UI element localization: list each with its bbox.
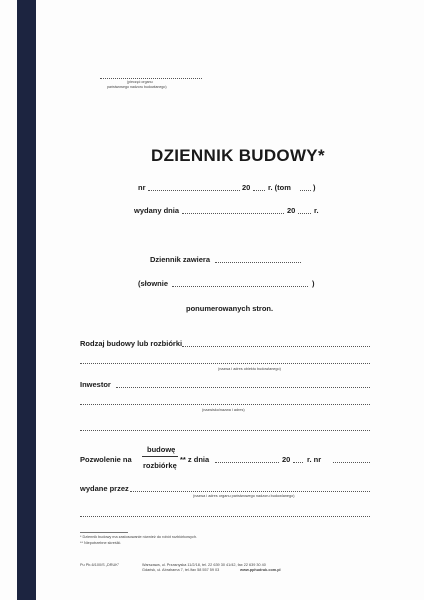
stamp-line — [100, 78, 202, 79]
contains-label: Dziennik zawiera — [150, 255, 211, 264]
issued-year-prefix: 20 — [287, 206, 296, 215]
page-title: DZIENNIK BUDOWY* — [151, 146, 325, 165]
words-open: (słownie — [138, 279, 169, 288]
issued-by-label: wydane przez — [80, 484, 129, 493]
footnote-2: ** Niepotrzebne skreślić. — [80, 541, 122, 545]
footnote-1: * Dziennik budowy ma zastosowanie również do robót rozbiórkowych. — [80, 535, 198, 539]
permit-year-field[interactable] — [293, 462, 303, 463]
nr-label: nr — [138, 183, 146, 192]
pages-count-field[interactable] — [215, 262, 301, 263]
binding-spine — [17, 0, 36, 600]
investor-label: Inwestor — [80, 380, 111, 389]
words-close: ) — [312, 279, 315, 288]
investor-caption: (nazwisko/nazwa i adres) — [202, 408, 245, 412]
permit-year-suffix: r. nr — [307, 455, 322, 464]
permit-date-label: ** z dnia — [180, 455, 210, 464]
publisher-line-2: Gdańsk, ul. Abrahama 7, tel./fax 58 557 59 03 — [142, 568, 220, 572]
issued-label: wydany dnia — [134, 206, 180, 215]
permit-option-build[interactable]: budowę — [147, 445, 176, 454]
permit-date-field[interactable] — [215, 462, 279, 463]
permit-label: Pozwolenie na — [80, 455, 132, 464]
issued-by-field-2[interactable] — [80, 516, 370, 517]
nr-year-field[interactable] — [253, 190, 265, 191]
nr-year-prefix: 20 — [242, 183, 251, 192]
volume-close: ) — [313, 183, 316, 192]
permit-year-prefix: 20 — [282, 455, 291, 464]
footnote-rule — [80, 532, 128, 533]
construction-type-field[interactable] — [182, 346, 370, 347]
stamp-caption-2: państwowego nadzoru budowlanego) — [107, 85, 167, 89]
investor-field-2[interactable] — [80, 404, 370, 405]
publisher-website[interactable]: www.pphudruk.com.pl — [240, 568, 281, 572]
issued-year-field[interactable] — [298, 213, 311, 214]
construction-caption: (nazwa i adres obiektu budowlanego) — [218, 367, 281, 371]
construction-type-label: Rodzaj budowy lub rozbiórki — [80, 339, 183, 348]
permit-number-field[interactable] — [333, 462, 370, 463]
publisher-code: Pu Pb-6/100/S „DRUK” — [80, 563, 120, 567]
publisher-line-1: Warszawa, ul. Przasnyska 11/2/18, tel. 22 639 30 41/42, fax 22 639 30 40 — [142, 563, 266, 567]
volume-field[interactable] — [300, 190, 311, 191]
permit-option-demolish[interactable]: rozbiórkę — [143, 461, 177, 470]
investor-field-3[interactable] — [80, 430, 370, 431]
nr-year-suffix: r. (tom — [268, 183, 291, 192]
pages-label: ponumerowanych stron. — [186, 304, 274, 313]
investor-field[interactable] — [116, 387, 370, 388]
issued-by-caption: (nazwa i adres organu państwowego nadzoru budowlanego) — [193, 494, 295, 498]
nr-field[interactable] — [148, 190, 240, 191]
construction-type-field-2[interactable] — [80, 363, 370, 364]
pages-in-words-field[interactable] — [172, 286, 308, 287]
permit-option-divider — [142, 456, 178, 457]
issued-by-field[interactable] — [130, 491, 370, 492]
issued-year-suffix: r. — [314, 206, 319, 215]
stamp-caption-1: (pieczęć organu — [127, 80, 153, 84]
issued-date-field[interactable] — [182, 213, 284, 214]
